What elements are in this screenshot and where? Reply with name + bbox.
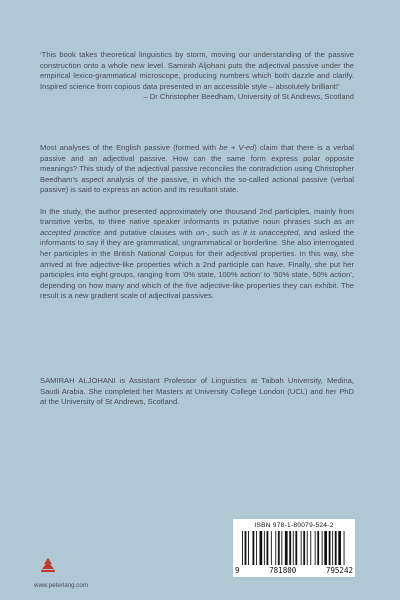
publisher-website: www.peterlang.com bbox=[34, 582, 88, 589]
summary-text: ) claim that there is a verbal passive and an adjectival passive. How can the same form express polar opposite meanings? This study of the adjectival passive reconciles the contradiction using Christopher Beedham’s aspect analysis of the passive, in which the so-called actional passive (verbal passive) is said to express an action and its resultant state. bbox=[40, 143, 354, 195]
summary-text: In the study, the author presented approximately one thousand 2nd participles, mainly from transitive verbs, to three native speaker informants in putative noun phrases such as bbox=[40, 206, 354, 227]
summary-paragraph-1 bbox=[40, 143, 354, 196]
summary-emphasis: be + V-ed bbox=[219, 143, 255, 152]
quote-text: ‘This book takes theoretical linguistics by storm, moving our understanding of the passive construction onto a whole new level. Samirah Aljohani puts the adjectival passive under the empirical lexico-grammatical microscope, producing numbers which both dazzle and clarify. Inspired science from copious data presented in an accessible style – absolutely brilliant!’ bbox=[40, 50, 354, 91]
summary-text: , such as bbox=[206, 227, 244, 237]
isbn-label: ISBN 978-1-80079-524-2 bbox=[254, 522, 334, 529]
isbn-barcode bbox=[233, 519, 355, 577]
peter-lang-tree-logo-icon bbox=[40, 558, 56, 574]
summary-paragraph-2 bbox=[40, 207, 354, 302]
summary-text: , and asked the informants to say if they are grammatical, ungrammatical or borderline. She also interrogated her participles in the British National Corpus for their adjectival properties. In this way, she arrived at five adjective-like properties which a 2nd participle can have. Finally, she put her participles into eight groups, ranging from ‘0% state, 100% action’ to ‘50% state, 50% action’, depending on how many and which of the five adjective-like properties they can exhibit. The result is a new gradient scale of adjectival passives. bbox=[40, 227, 354, 301]
summary-emphasis: an accepted practice bbox=[40, 217, 354, 237]
summary-text: Most analyses of the English passive (formed with bbox=[40, 143, 220, 152]
barcode-digit-group-2: 795242 bbox=[325, 566, 353, 575]
summary-text: and putative clauses with bbox=[100, 227, 196, 237]
quote-attribution: – Dr Christopher Beedham, University of St Andrews, Scotland bbox=[143, 92, 354, 102]
summary-emphasis: un- bbox=[195, 227, 207, 237]
endorsement-quote bbox=[40, 50, 354, 103]
barcode-digit-lead: 9 bbox=[235, 566, 240, 575]
barcode-digits bbox=[235, 566, 353, 575]
author-bio bbox=[40, 376, 354, 408]
barcode-bars bbox=[242, 531, 348, 565]
summary-emphasis: it is unaccepted bbox=[243, 227, 299, 237]
barcode-digit-group-1: 781800 bbox=[269, 566, 297, 575]
author-bio-text: SAMIRAH ALJOHANI is Assistant Professor of Linguistics at Taibah University, Medina, Saudi Arabia. She completed her Masters at University College London (UCL) and her PhD at the University of St Andrews, Scotland. bbox=[40, 376, 354, 407]
book-summary bbox=[40, 143, 354, 313]
